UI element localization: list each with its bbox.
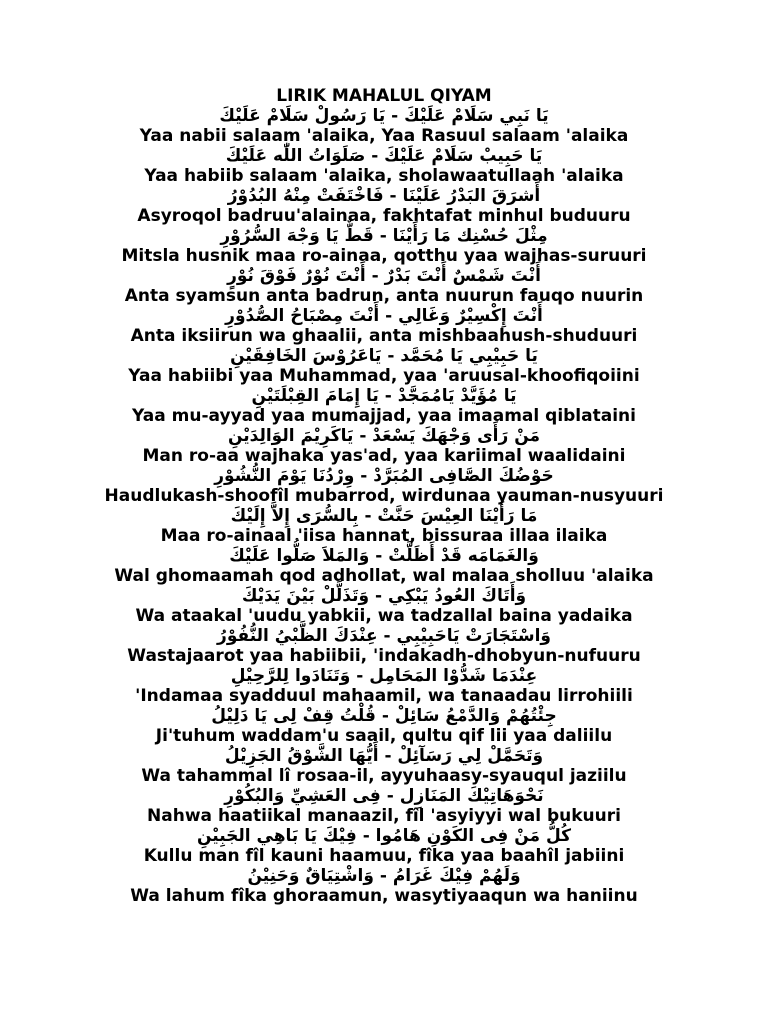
verse-arabic: يَا مُؤَيَّدْ يَامُمَجَّدْ - يَا إِمَامَ القِبْلَتَيْنِ <box>251 386 517 406</box>
verse-arabic: أَشرَقَ البَدْرُ عَلَيْنَا - فَاخْتَفَتْ مِنْهُ البُدُوْرُ <box>227 186 541 206</box>
verse-arabic: حَوْضُكَ الصَّافِى المُبَرَّدْ - وِرْدُنَا يَوْمَ النُّشُوْرِ <box>214 466 554 486</box>
verse-latin: Kullu man fîl kauni haamuu, fîka yaa baahîl jabiini <box>143 846 625 866</box>
verse-arabic: مِثْلَ حُسْنِك مَا رَأَيْنَا - قَطٌّ يَا وَجْهَ السُّرُوْرِ <box>220 226 548 246</box>
verse-list <box>0 106 768 906</box>
verse-latin: Haudlukash-shoofîl mubarrod, wirdunaa yauman-nusyuuri <box>104 486 664 506</box>
verse-arabic: يَا نَبِي سَلَامْ عَلَيْكَ - يَا رَسُولْ سَلَامْ عَلَيْكَ <box>219 106 549 126</box>
verse-arabic: مَا رَأَيْنَا العِيْسَ حَنَّتْ - بِالسُّرَى إِلاَّ إِلَيْكَ <box>230 506 538 526</box>
verse-latin: Yaa mu-ayyad yaa mumajjad, yaa imaamal qiblataini <box>132 406 636 426</box>
verse-latin: Nahwa haatiikal manaazil, fîl 'asyiyyi wal bukuuri <box>147 806 621 826</box>
verse-arabic: وَلَهُمْ فِيْكَ غَرَامُ - وَاشْتِيَاقٌ وَحَنِيْنُ <box>247 866 521 886</box>
verse-latin: Yaa habiibi yaa Muhammad, yaa 'aruusal-khoofiqoiini <box>128 366 640 386</box>
verse-arabic: يَا حَبِيْبِي يَا مُحَمَّد - يَاعَرُوْسَ الخَافِقَيْنِ <box>230 346 538 366</box>
verse-latin: Wa ataakal 'uudu yabkii, wa tadzallal baina yadaika <box>135 606 633 626</box>
verse-arabic: يَا حَبِيبْ سَلَامْ عَلَيْكَ - صَلَوَاتُ اللّٰه عَلَيْكَ <box>225 146 543 166</box>
verse-latin: Anta syamsun anta badrun, anta nuurun fauqo nuurin <box>124 286 644 306</box>
verse-arabic: وَأَتَاكَ العُودُ يَبْكِي - وَتَذَلَّلْ بَيْنَ يَدَيْكَ <box>241 586 527 606</box>
verse-latin: Man ro-aa wajhaka yas'ad, yaa kariimal waalidaini <box>142 446 626 466</box>
lyrics-document <box>0 86 768 906</box>
verse-latin: Wa lahum fîka ghoraamun, wasytiyaaqun wa haniinu <box>130 886 638 906</box>
verse-arabic: أَنْتَ شَمْسٌ أَنْتَ بَدْرٌ - أَنْتَ نُوْرٌ فَوْقَ نُوْرٍ <box>227 266 541 286</box>
verse-latin: Yaa nabii salaam 'alaika, Yaa Rasuul salaam 'alaika <box>139 126 629 146</box>
verse-latin: Wa tahammal lî rosaa-il, ayyuhaasy-syauqul jaziilu <box>141 766 627 786</box>
verse-arabic: جِئْتُهُمْ وَالدَّمْعُ سَائِلْ - قُلْتُ قِفْ لِى يَا دَلِيْلُ <box>211 706 557 726</box>
page-title: LIRIK MAHALUL QIYAM <box>276 86 492 106</box>
verse-latin: Ji'tuhum waddam'u saail, qultu qif lii yaa daliilu <box>155 726 613 746</box>
verse-latin: Mitsla husnik maa ro-ainaa, qotthu yaa wajhas-suruuri <box>121 246 647 266</box>
verse-latin: Yaa habiib salaam 'alaika, sholawaatullaah 'alaika <box>144 166 624 186</box>
verse-arabic: نَحْوَهَاتِيْكَ المَنَازِل - فِى العَشِيِّ وَالبُكُوْرِ <box>224 786 544 806</box>
verse-latin: Asyroqol badruu'alainaa, fakhtafat minhul buduuru <box>137 206 631 226</box>
verse-arabic: وَالغَمَامَه قَدْ أَظَلَّتْ - وَالمَلاَ صَلُّوا عَلَيْكَ <box>229 546 539 566</box>
verse-arabic: وَاسْتَجَارَتْ يَاحَبِيْبِي - عِنْدَكَ الظَّبْيُ النُّفُوْرُ <box>217 626 551 646</box>
verse-latin: Maa ro-ainaal 'iisa hannat, bissuraa illaa ilaika <box>160 526 608 546</box>
verse-arabic: وَتَحَمَّلْ لِي رَسَآئِلْ - أَيُّهَا الشَّوْقُ الجَزِيْلُ <box>224 746 544 766</box>
verse-latin: Wal ghomaamah qod adhollat, wal malaa sholluu 'alaika <box>114 566 654 586</box>
verse-arabic: أَنْتَ إِكْسِيْرٌ وَغَالِي - أَنْتَ مِصْبَاحُ الصُّدُوْرِ <box>225 306 543 326</box>
verse-arabic: كُلُّ مَنْ فِى الكَوْنِ هَامُوا - فِيْكَ يَا بَاهِي الجَبِيْنِ <box>196 826 572 846</box>
verse-latin: 'Indamaa syadduul mahaamil, wa tanaadau lirrohiili <box>135 686 633 706</box>
verse-latin: Wastajaarot yaa habiibii, 'indakadh-dhobyun-nufuuru <box>127 646 641 666</box>
verse-latin: Anta iksiirun wa ghaalii, anta mishbaahush-shuduuri <box>130 326 638 346</box>
verse-arabic: مَنْ رَأَى وَجْهَكَ يَسْعَدْ - يَاكَرِيْمَ الوَالِدَيْنِ <box>227 426 541 446</box>
verse-arabic: عِنْدَمَا شَدُّوْا المَحَامِل - وَتَنَادَوا لِلرَّحِيْلِ <box>230 666 538 686</box>
